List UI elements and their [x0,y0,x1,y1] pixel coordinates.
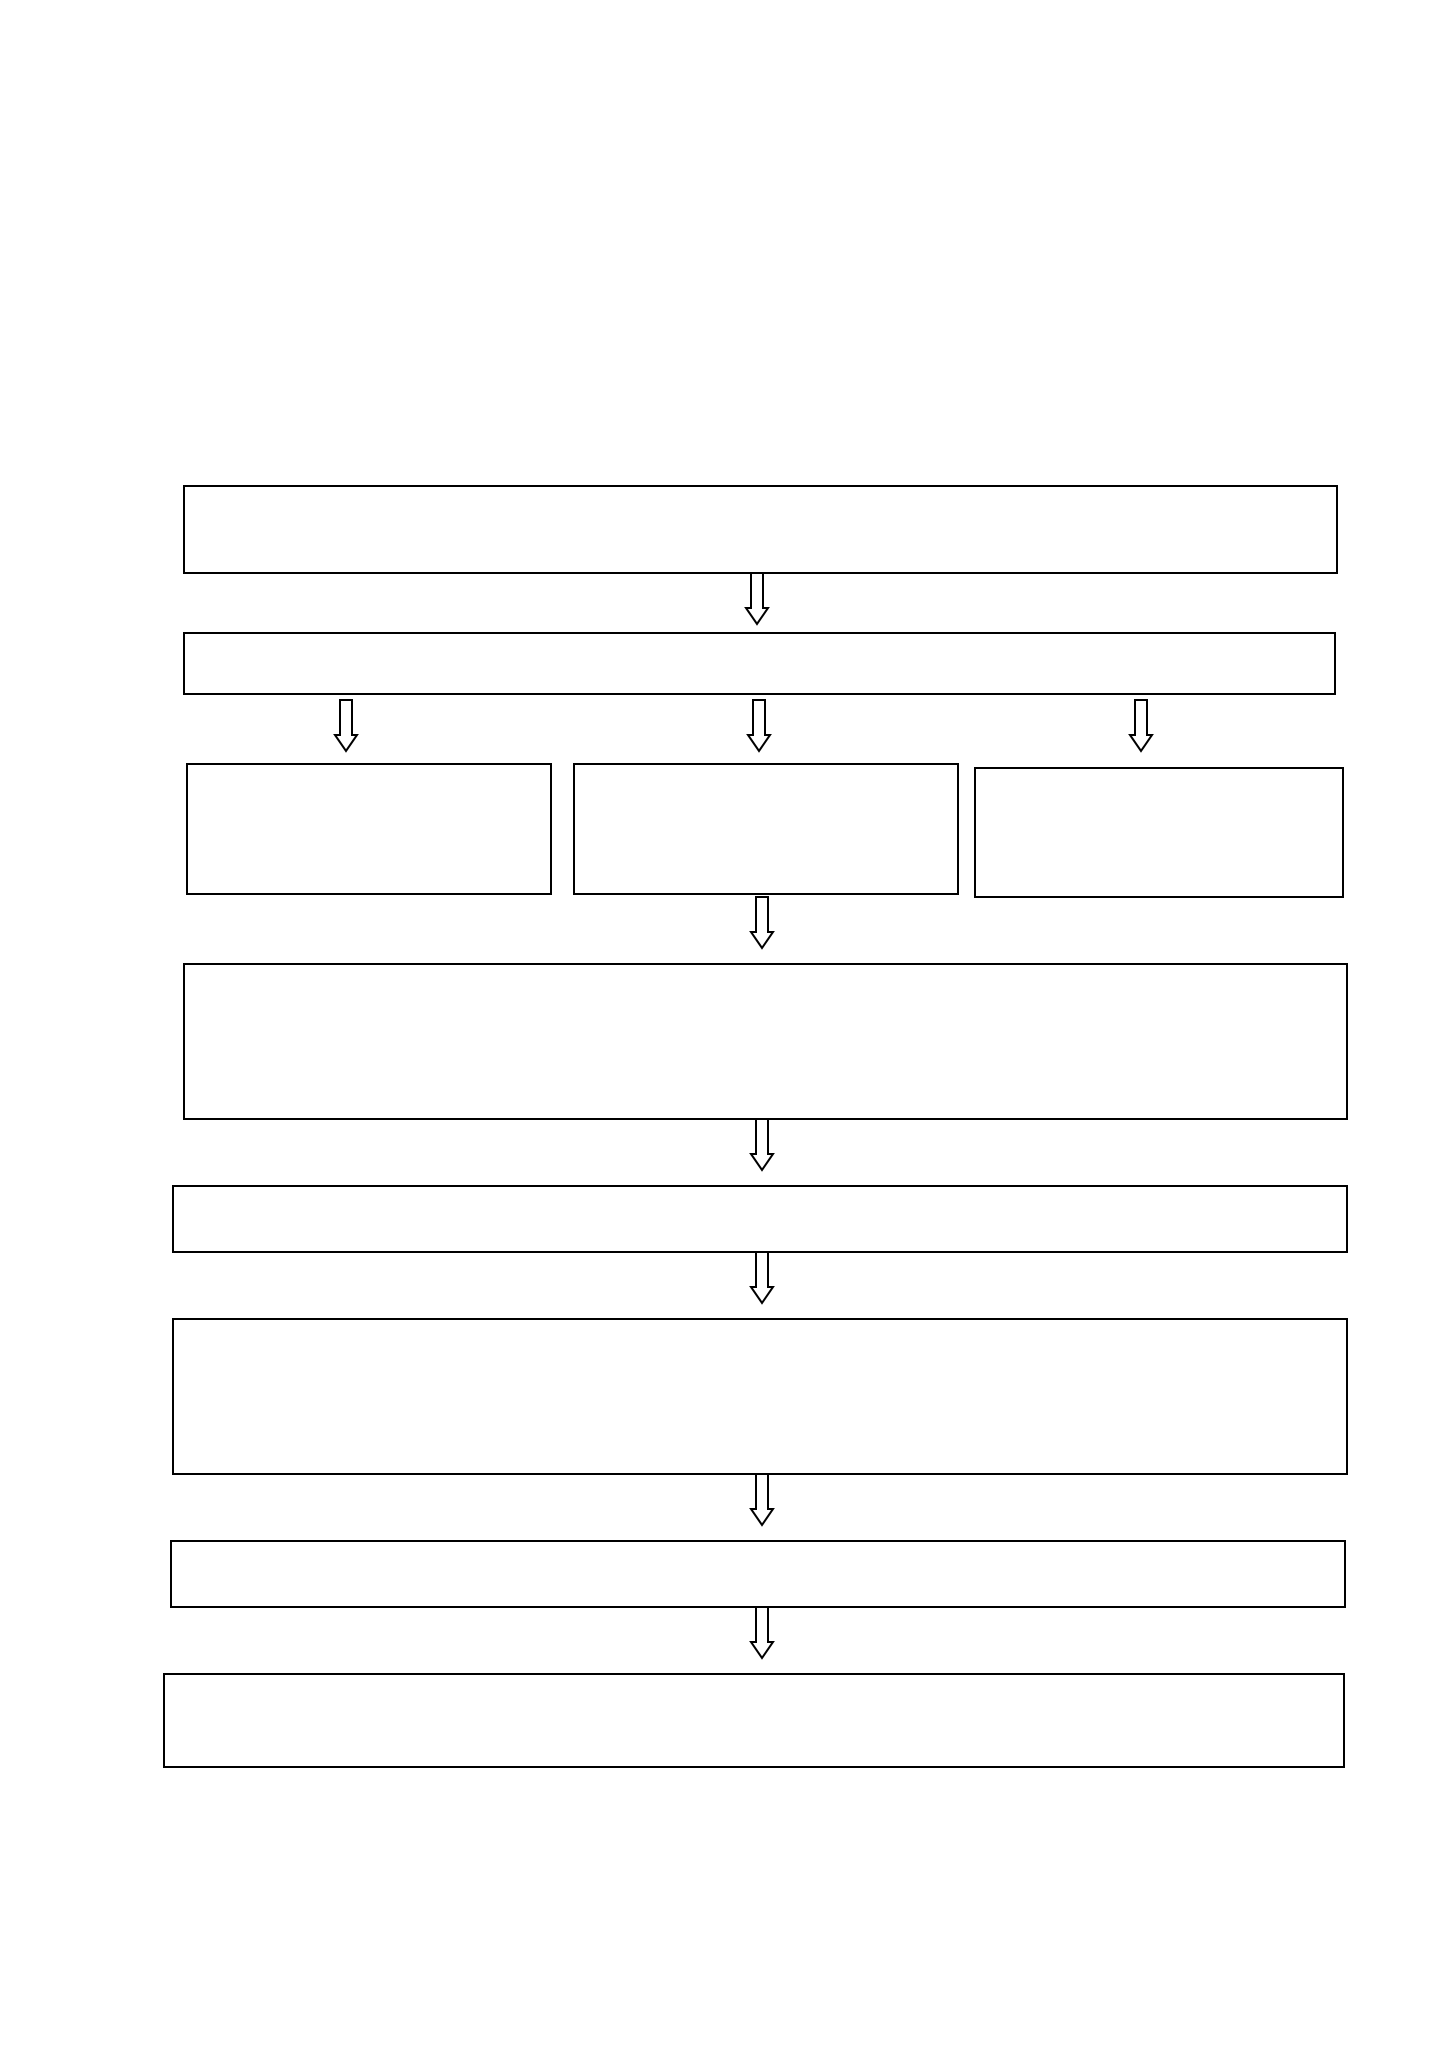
flow-box-2 [184,633,1335,694]
flow-box-3-right [975,768,1343,897]
flow-box-3-left [187,764,551,894]
flow-box-3-center [574,764,958,894]
flow-box-1 [184,486,1337,573]
flow-box-7 [171,1541,1345,1607]
flow-box-8 [164,1674,1344,1767]
flow-box-6 [173,1319,1347,1474]
flow-box-5 [173,1186,1347,1252]
flow-box-4 [184,964,1347,1119]
